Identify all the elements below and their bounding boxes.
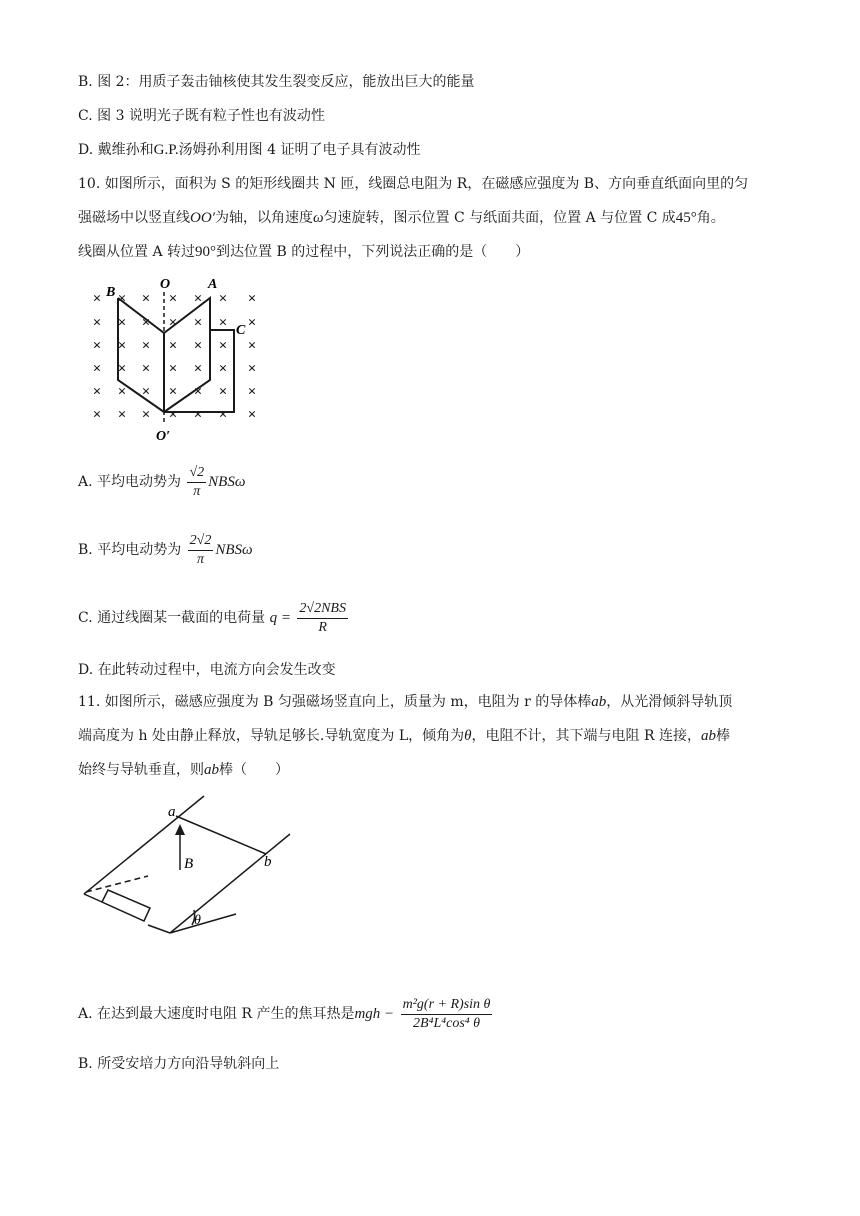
q10-option-a-tail: NBSω <box>208 474 246 490</box>
label-b: b <box>264 854 272 870</box>
field-cross: × <box>218 315 228 331</box>
label-C: C <box>236 323 246 338</box>
q10-option-b-fraction <box>188 532 214 569</box>
q10-option-c-den: R <box>318 619 327 635</box>
field-cross: × <box>141 361 151 377</box>
field-cross: × <box>193 384 203 400</box>
q10-option-c-num: 2√2NBS <box>297 600 348 619</box>
q10-option-b-den: π <box>196 551 204 567</box>
q11-line1-ab: ab <box>591 694 607 710</box>
q10-stem-line2 <box>78 208 725 228</box>
q11-line2-a: 端高度为 h 处由静止释放，导轨足够长.导轨宽度为 L，倾角为 <box>78 728 465 744</box>
q10-stem-line1: 10. 如图所示，面积为 S 的矩形线圈共 N 匝，线圈总电阻为 R，在磁感应强度为 B、方向垂直纸面向里的匀 <box>78 176 749 192</box>
option-d-prev-pre: D. 戴维孙和 <box>78 142 154 158</box>
q10-option-b <box>78 530 253 570</box>
field-cross: × <box>92 361 102 377</box>
q10-option-c-fraction <box>297 600 348 637</box>
q11-line3-a: 始终与导轨垂直，则 <box>78 762 204 778</box>
q11-option-a-num: m²g(r + R)sin θ <box>401 996 493 1015</box>
q11-stem-line3 <box>78 760 289 780</box>
label-O-prime: O′ <box>156 429 171 444</box>
field-cross: × <box>141 338 151 354</box>
option-c-prev: C. 图 3 说明光子既有粒子性也有波动性 <box>78 108 325 124</box>
field-cross: × <box>168 384 178 400</box>
q10-line3-a: 线圈从位置 A 转过 <box>78 244 196 260</box>
q10-option-c-q: q = <box>269 610 291 626</box>
field-cross: × <box>117 407 127 423</box>
q11-option-a-label: A. 在达到最大速度时电阻 R 产生的焦耳热是 <box>78 1006 355 1022</box>
field-cross: × <box>168 338 178 354</box>
label-a: a <box>168 804 176 820</box>
q11-rail-figure <box>78 790 308 940</box>
q11-theta: θ <box>464 728 472 744</box>
field-cross: × <box>141 384 151 400</box>
field-cross: × <box>92 338 102 354</box>
q10-option-a-fraction <box>187 464 206 501</box>
field-cross: × <box>92 407 102 423</box>
q10-line2-b: 为轴，以角速度 <box>214 210 313 226</box>
q11-option-b: B. 所受安培力方向沿导轨斜向上 <box>78 1056 280 1072</box>
field-cross: × <box>193 407 203 423</box>
label-O: O <box>160 277 171 292</box>
field-cross: × <box>218 407 228 423</box>
q10-axis: OO′ <box>190 210 215 226</box>
option-d-prev <box>78 140 420 160</box>
q10-line2-c: 匀速旋转，图示位置 C 与纸面共面，位置 A 与位置 C 成 <box>323 210 676 226</box>
field-cross: × <box>92 291 102 307</box>
field-cross: × <box>141 291 151 307</box>
field-cross: × <box>247 338 257 354</box>
field-cross: × <box>247 384 257 400</box>
field-cross: × <box>247 361 257 377</box>
field-cross: × <box>193 315 203 331</box>
q11-stem-line1 <box>78 692 732 712</box>
resistor <box>102 890 150 921</box>
q10-option-b-label: B. 平均电动势为 <box>78 542 182 558</box>
label-B: B <box>106 285 116 300</box>
q11-option-a-lead: mgh − <box>354 1006 395 1022</box>
field-cross: × <box>168 407 178 423</box>
field-cross: × <box>218 384 228 400</box>
q11-line3-ab: ab <box>204 762 219 778</box>
q10-line2-a: 强磁场中以竖直线 <box>78 210 190 226</box>
option-b-prev: B. 图 2：用质子轰击铀核使其发生裂变反应，能放出巨大的能量 <box>78 74 475 90</box>
q11-line2-b: ，电阻不计，其下端与电阻 R 连接， <box>471 728 701 744</box>
field-cross: × <box>117 291 127 307</box>
field-cross: × <box>117 338 127 354</box>
q10-line2-d: 角。 <box>696 210 725 226</box>
q10-option-d: D. 在此转动过程中，电流方向会发生改变 <box>78 662 336 678</box>
q11-line3-b: 棒（ ） <box>219 762 289 778</box>
field-cross: × <box>193 361 203 377</box>
field-cross: × <box>92 384 102 400</box>
b-field-arrowhead <box>175 824 185 835</box>
q10-option-c <box>78 598 350 638</box>
q10-angle90: 90° <box>195 244 217 260</box>
field-cross: × <box>92 315 102 331</box>
field-cross: × <box>193 291 203 307</box>
q10-option-a-den: π <box>193 483 201 499</box>
field-cross: × <box>141 315 151 331</box>
field-cross: × <box>168 315 178 331</box>
field-cross: × <box>168 361 178 377</box>
field-cross: × <box>218 338 228 354</box>
label-field-B: B <box>184 856 194 872</box>
field-cross: × <box>168 291 178 307</box>
q10-coil-figure <box>84 272 274 444</box>
field-cross: × <box>141 407 151 423</box>
field-cross: × <box>117 315 127 331</box>
option-d-prev-name: G.P. <box>153 142 179 158</box>
q11-line2-ab: ab <box>700 728 716 744</box>
q10-line3-b: 到达位置 B 的过程中，下列说法正确的是（ ） <box>216 244 530 260</box>
field-cross: × <box>117 384 127 400</box>
q10-option-c-label: C. 通过线圈某一截面的电荷量 <box>78 610 266 626</box>
q10-option-a-num: √2 <box>187 464 206 483</box>
q11-line2-c: 棒 <box>715 728 730 744</box>
q10-option-a <box>78 462 245 502</box>
label-A: A <box>208 277 218 292</box>
q10-option-a-label: A. 平均电动势为 <box>78 474 182 490</box>
field-cross: × <box>247 291 257 307</box>
field-cross: × <box>218 361 228 377</box>
q10-angle45: 45° <box>675 210 697 226</box>
q10-option-b-num: 2√2 <box>188 532 214 551</box>
q10-option-b-tail: NBSω <box>215 542 253 558</box>
field-cross: × <box>218 291 228 307</box>
q11-option-a-fraction <box>401 996 493 1033</box>
option-d-prev-post: 汤姆孙利用图 4 证明了电子具有波动性 <box>178 142 421 158</box>
q11-option-a <box>78 994 494 1034</box>
q11-line1-b: ，从光滑倾斜导轨顶 <box>606 694 733 710</box>
q11-line1-a: 11. 如图所示，磁感应强度为 B 匀强磁场竖直向上，质量为 m，电阻为 r 的导体棒 <box>78 694 592 710</box>
q10-stem-line3 <box>78 242 529 262</box>
field-cross: × <box>247 407 257 423</box>
label-theta: θ <box>194 913 201 928</box>
field-cross: × <box>193 338 203 354</box>
q11-stem-line2 <box>78 726 730 746</box>
field-cross: × <box>247 315 257 331</box>
field-cross: × <box>117 361 127 377</box>
q11-option-a-den: 2B⁴L⁴cos⁴ θ <box>413 1015 481 1031</box>
q10-omega: ω <box>312 210 324 226</box>
